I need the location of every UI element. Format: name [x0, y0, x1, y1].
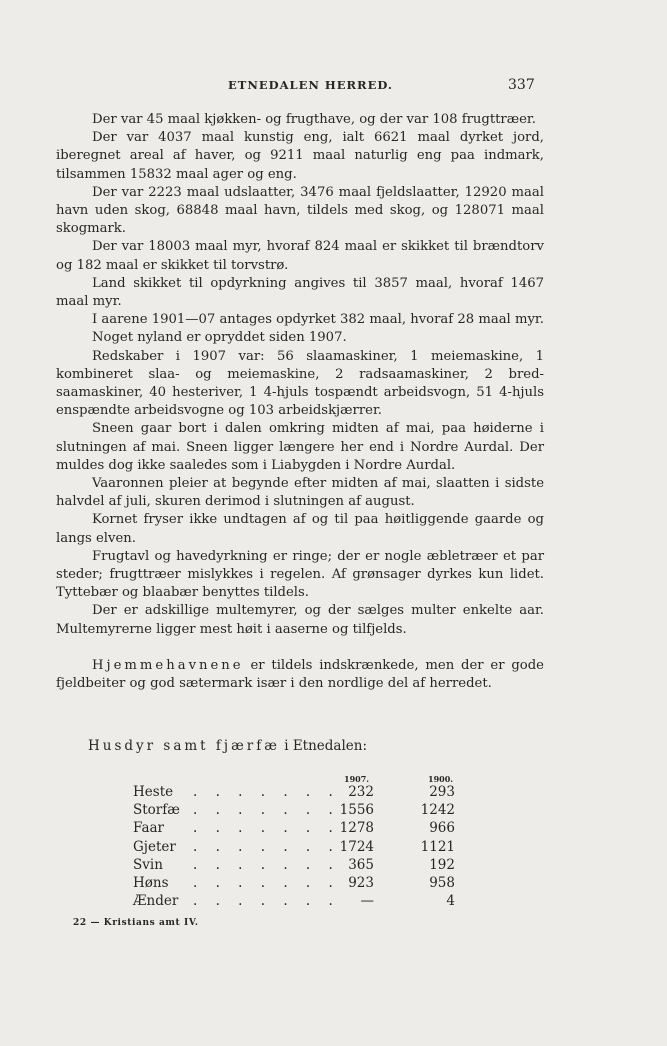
page-number: 337	[508, 77, 535, 93]
livestock-table	[133, 783, 463, 910]
animal-name: Faar	[133, 820, 165, 837]
table-row	[133, 856, 463, 874]
animal-name: Storfæ	[133, 802, 180, 819]
paragraph-meadow: Der var 4037 maal kunstig eng, ialt 6621 maal dyrket jord, iberegnet areal af haver, og 9211 maal naturlig eng paa indmark, tilsammen 15832 maal ager og eng.	[56, 130, 544, 182]
signature-mark: 22 — Kristians amt IV.	[73, 918, 199, 928]
body-text	[56, 111, 544, 693]
paragraph-frost: Kornet fryser ikke undtagen af og til paa høitliggende gaarde og langs elven.	[56, 512, 544, 546]
table-row	[133, 801, 463, 819]
paragraph-cloudberries: Der er adskillige multemyrer, og der sælges multer enkelte aar. Multemyrerne ligger mest høit i aaserne og tilfjelds.	[56, 603, 544, 637]
count-1900: 293	[429, 784, 455, 800]
count-1907: 1556	[339, 802, 374, 819]
column-header-1900: 1900.	[428, 774, 454, 784]
leader-dots: . . . . . . .	[193, 820, 340, 837]
running-title: ETNEDALEN HERRED.	[228, 78, 393, 92]
page-header	[0, 78, 667, 98]
count-1900: 958	[429, 874, 455, 891]
animal-name: Ænder	[133, 893, 179, 910]
table-row	[133, 819, 463, 837]
table-row	[133, 874, 463, 892]
paragraph-fruit: Frugtavl og havedyrkning er ringe; der er nogle æbletræer et par steder; frugttræer mislykkes i regelen. Af grønsager dyrkes kun lidet. Tyttebær og blaabær benyttes tildels.	[56, 548, 544, 601]
livestock-title-spaced: Husdyr samt fjærfæ	[88, 738, 280, 754]
pasture-text: er tildels indskrænkede, men der er gode fjeldbeiter og god sætermark især i den nordlige del af herredet.	[56, 657, 544, 692]
livestock-title-rest: i Etnedalen:	[279, 738, 368, 754]
count-1907: 923	[348, 874, 374, 891]
leader-dots: . . . . . . .	[193, 874, 340, 891]
paragraph-spring-work: Vaaronnen pleier at begynde efter midten af mai, slaatten i sidste halvdel af juli, skuren derimod i slutningen af august.	[56, 476, 544, 510]
animal-name: Svin	[133, 856, 163, 873]
count-1907: 232	[348, 784, 374, 800]
paragraph-pasture	[56, 657, 544, 693]
leader-dots: . . . . . . .	[193, 802, 340, 819]
pasture-spaced-word: Hjemmehavnene	[92, 657, 244, 673]
paragraph-bog: Der var 18003 maal myr, hvoraf 824 maal er skikket til brændtorv og 182 maal er skikket til torvstrø.	[56, 239, 544, 273]
paragraph-snow: Sneen gaar bort i dalen omkring midten af mai, paa høiderne i slutningen af mai. Sneen ligger længere her end i Nordre Aurdal. Der muldes dog ikke saaledes som i Liabygden i Nordre Aurdal.	[56, 421, 544, 473]
count-1907: —	[360, 893, 374, 910]
table-row	[133, 783, 463, 801]
paragraph-new-land: Noget nyland er opryddet siden 1907.	[92, 330, 347, 346]
paragraph-cultivated: I aarene 1901—07 antages opdyrket 382 maal, hvoraf 28 maal myr.	[92, 312, 544, 328]
count-1900: 966	[429, 820, 455, 837]
animal-name: Høns	[133, 874, 169, 891]
paragraph-gardens: Der var 45 maal kjøkken- og frugthave, og der var 108 frugttræer.	[92, 112, 536, 127]
leader-dots: . . . . . . .	[193, 856, 340, 873]
leader-dots: . . . . . . .	[193, 784, 340, 800]
count-1900: 1242	[420, 802, 455, 819]
count-1907: 365	[348, 856, 374, 873]
count-1900: 1121	[420, 838, 455, 855]
paragraph-arable-land: Land skikket til opdyrkning angives til 3857 maal, hvoraf 1467 maal myr.	[56, 275, 544, 310]
table-row	[133, 892, 463, 910]
column-header-1907: 1907.	[344, 774, 370, 784]
paragraph-implements: Redskaber i 1907 var: 56 slaamaskiner, 1 meiemaskine, 1 kombineret slaa- og meiemaskine, 2 radsaamaskiner, 2 bred-saamaskiner, 40 hesteriver, 1 4-hjuls tospændt arbeidsvogn, 51 4-hjuls enspændte arbeidsvogne og 103 arbeidskjærrer.	[56, 348, 544, 419]
leader-dots: . . . . . . .	[193, 838, 340, 855]
count-1907: 1278	[339, 820, 374, 837]
count-1907: 1724	[339, 838, 374, 855]
leader-dots: . . . . . . .	[193, 893, 340, 910]
paragraph-outfields: Der var 2223 maal udslaatter, 3476 maal fjeldslaatter, 12920 maal havn uden skog, 68848 maal havn, tildels med skog, og 128071 maal skogmark.	[56, 184, 544, 237]
animal-name: Heste	[133, 784, 174, 800]
livestock-table-title	[88, 738, 367, 754]
table-row	[133, 838, 463, 856]
count-1900: 4	[446, 893, 455, 910]
count-1900: 192	[429, 856, 455, 873]
animal-name: Gjeter	[133, 838, 176, 855]
